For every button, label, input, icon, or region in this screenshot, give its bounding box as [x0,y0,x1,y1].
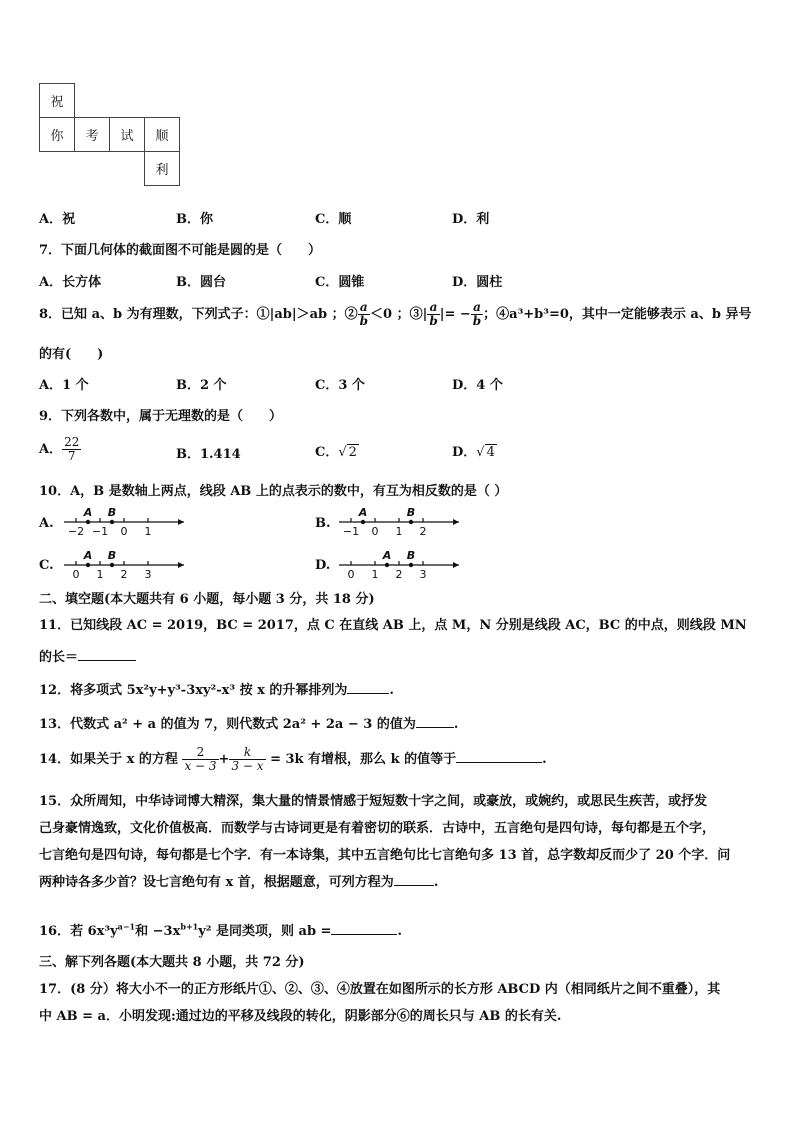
option-label: C． [315,445,339,460]
q10-stem: 10．A，B 是数轴上两点，线段 AB 上的点表示的数中，有互为相反数的是（ ） [39,484,508,499]
q13-end: . [453,717,459,732]
tick-label: −1 [342,525,360,538]
option-a: A．1 个 [39,378,89,393]
tick-label: 0 [371,525,379,538]
q12: 12．将多项式 5x²y+y³-3xy²-x³ 按 x 的升幂排列为 . [39,683,394,698]
fraction-numerator: 2 [182,746,218,760]
option-c: C．3 个 [315,378,365,393]
q17-line: 中 AB = a．小明发现:通过边的平移及线段的转化，阴影部分⑥的周长只与 AB 的长有关. [39,1009,562,1024]
fraction-numerator: k [229,746,265,760]
tick-label: 2 [419,525,427,538]
point-label-a: A [382,549,392,562]
q11-line2 [39,646,136,665]
option-b: B. [315,516,331,531]
tick-label: −1 [91,525,109,538]
q15-line: 七言绝句是四句诗，每句都是七个字．有一本诗集，其中五言绝句比七言绝句多 13 首，总字数却反而少了 20 个字．问 [39,848,731,863]
q11-text: 的长＝ [39,650,79,665]
q15-text: 两种诗各多少首？设七言绝句有 x 首，根据题意，可列方程为 [39,875,394,890]
fraction-numerator: 22 [64,435,80,450]
option-c: C．顺 [315,212,352,227]
point-label-a: A [83,549,93,562]
q8-line2: 的有( ) [39,347,104,362]
q14-end: . [542,752,547,767]
option-a [39,432,81,468]
section-3-heading: 三、解下列各题(本大题共 8 小题，共 72 分) [39,955,305,970]
q16-text: 和 −3x [135,924,181,939]
point-label-a: A [358,506,368,519]
tick-label: 1 [96,568,104,581]
point-a [86,520,90,524]
q14-text: = 3k 有增根，那么 k 的值等于 [270,752,457,767]
q16 [39,920,402,939]
q8-text: |= − [439,307,471,322]
tick-label: 1 [395,525,403,538]
exponent: b+1 [180,921,199,932]
radicand: 4 [486,445,495,460]
option-d: D．圆柱 [452,275,503,290]
point-a [86,563,90,567]
option-b: B．圆台 [176,275,226,290]
tick-label: 3 [419,568,427,581]
net-cell: 试 [110,118,145,152]
q16-end: . [397,924,402,939]
tick-label: 0 [120,525,128,538]
tick-label: 1 [371,568,379,581]
fraction-denominator: x − 3 [184,759,217,773]
number-line-b [337,503,465,539]
option-label: A． [39,442,63,457]
option-a: A．长方体 [39,275,102,290]
option-c: C．圆锥 [315,275,365,290]
net-cell: 利 [145,152,180,186]
option-label: D． [452,445,477,460]
fraction-denominator: 3 − x [231,759,264,773]
q13 [39,713,458,732]
tick-label: 2 [395,568,403,581]
tick-label: 2 [120,568,128,581]
q8-text: 8．已知 a、b 为有理数，下列式子：①|ab|＞ab ；② [39,307,358,322]
option-d: D．4 个 [452,378,503,393]
option-a: A. [39,516,54,531]
q15-line: 15．众所周知，中华诗词博大精深，集大量的情景情感于短短数十字之间，或豪放，或婉约，或思民生疾苦，或抒发 [39,794,708,809]
point-label-b: B [107,549,117,562]
radicand: 2 [348,445,357,460]
q17-line: 17．(8 分）将大小不一的正方形纸片①、②、③、④放置在如图所示的长方形 ABCD 内（相同纸片之间不重叠），其 [39,982,721,997]
q13-text: 13．代数式 a² + a 的值为 7，则代数式 2a² + 2a − 3 的值为 [39,717,416,732]
q15-line: 己身豪情逸致，文化价值极高．而数学与古诗词更是有着密切的联系．古诗中，五言绝句是四句诗，每句都是五个字， [39,821,716,836]
option-d: D．利 [452,212,490,227]
axis-arrow [178,562,184,568]
axis-arrow [453,562,459,568]
point-b [110,563,114,567]
q14-text: 14．如果关于 x 的方程 [39,752,178,767]
q11-line1: 11．已知线段 AC = 2019，BC = 2017，点 C 在直线 AB 上，点 M，N 分别是线段 AC，BC 的中点，则线段 MN [39,618,747,633]
net-cell: 考 [75,118,110,152]
net-cell: 你 [40,118,75,152]
net-cell: 顺 [145,118,180,152]
q8-text: ；④a³+b³=0，其中一定能够表示 a、b 异号 [483,307,752,322]
plus-sign: + [218,752,230,767]
q8-text: ＜0 ；③| [370,307,428,322]
point-label-a: A [83,506,93,519]
number-line-c [62,546,190,582]
q17 [39,976,759,1030]
point-a [385,563,389,567]
tick-label: 0 [72,568,80,581]
option-c: C．√ 2 [315,445,357,460]
point-b [409,563,413,567]
point-a [361,520,365,524]
tick-label: −2 [67,525,85,538]
number-line-d [337,546,465,582]
q15-line: 两种诗各多少首？设七言绝句有 x 首，根据题意，可列方程为 . [39,875,439,890]
option-d: D. [315,558,331,573]
tick-label: 3 [144,568,152,581]
point-b [409,520,413,524]
q9-stem: 9．下列各数中，属于无理数的是（ ） [39,409,283,424]
q16-text: 16．若 6x³y [39,924,118,939]
point-label-b: B [406,506,416,519]
fraction-denominator: 7 [67,449,76,463]
option-b: B．2 个 [176,378,227,393]
option-a: A．祝 [39,212,76,227]
option-d: D．√ 4 [452,445,495,460]
option-b: B．你 [176,212,213,227]
point-b [110,520,114,524]
point-label-b: B [406,549,416,562]
tick-label: 0 [347,568,355,581]
axis-arrow [453,519,459,525]
q15 [39,788,759,896]
point-label-b: B [107,506,117,519]
option-c: C. [39,558,54,573]
axis-arrow [178,519,184,525]
q14 [39,742,547,778]
q7-stem: 7．下面几何体的截面图不可能是圆的是（ ） [39,243,322,258]
cube-net [39,83,180,186]
option-b: B．1.414 [176,447,241,462]
q16-text: y² 是同类项，则 ab = [198,924,332,939]
exponent: a−1 [117,921,136,932]
net-cell: 祝 [40,84,75,118]
section-2-heading: 二、填空题(本大题共有 6 小题，每小题 3 分，共 18 分) [39,592,375,607]
q8-stem: 8．已知 a、b 为有理数，下列式子：①|ab|＞ab ；② $\frac{a}{b}$ ＜0 ；③| $\frac{a}{b}$ |= − $\frac{a}{b}$ ；④a³+b³=0，其中一定能够表示 a、b 异号 [39,300,752,328]
q12-text: 12．将多项式 5x²y+y³-3xy²-x³ 按 x 的升幂排列为 [39,683,348,698]
number-line-a [62,503,190,539]
tick-label: 1 [144,525,152,538]
